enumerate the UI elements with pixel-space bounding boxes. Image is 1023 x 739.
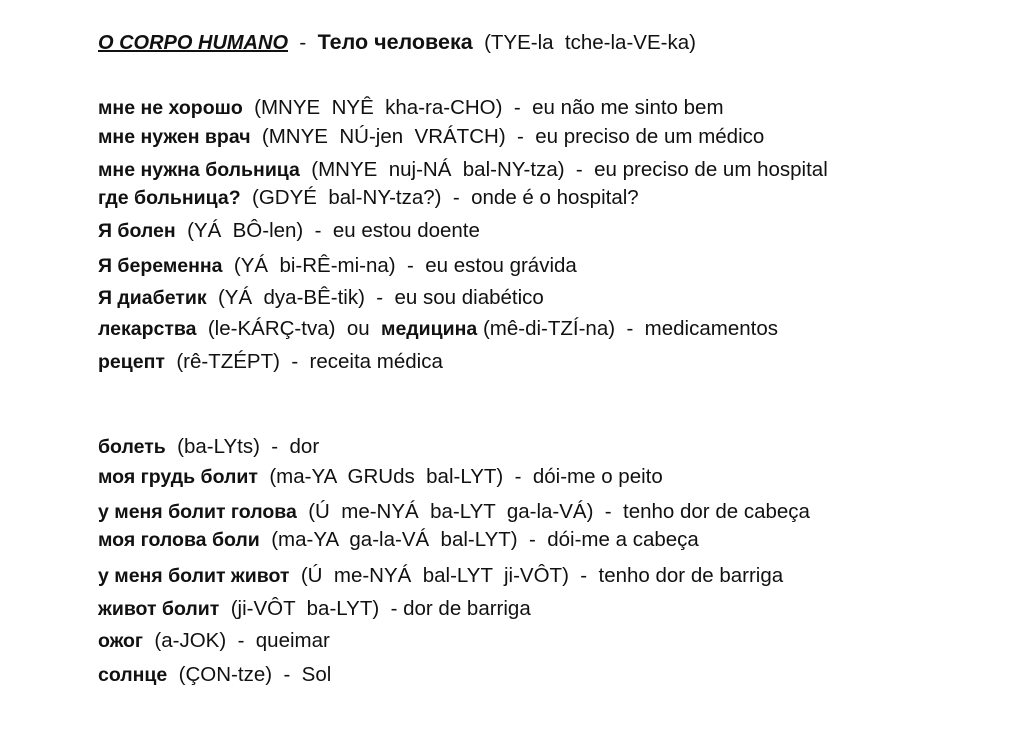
title-portuguese: O CORPO HUMANO (98, 32, 288, 54)
phrase-row (98, 158, 828, 182)
russian-phrase: у меня болит живот (98, 565, 290, 587)
phrase-row (98, 96, 724, 120)
phrase-translation: (Ú me-NYÁ ba-LYT ga-la-VÁ) - tenho dor de cabeça (296, 500, 810, 523)
russian-phrase: рецепт (98, 351, 165, 373)
phrase-row (98, 465, 663, 489)
phrase-row (98, 254, 577, 278)
russian-phrase: мне нужен врач (98, 126, 251, 148)
phrase-translation: (YÁ dya-BÊ-tik) - eu sou diabético (206, 286, 544, 309)
phrase-translation: (Ú me-NYÁ bal-LYT ji-VÔT) - tenho dor de barriga (289, 564, 784, 587)
document-title (98, 30, 696, 55)
phrase-row (98, 663, 331, 687)
russian-phrase: где больница? (98, 187, 241, 209)
phrase-row (98, 435, 319, 459)
phrase-row (98, 528, 699, 552)
phrase-translation: (YÁ BÔ-len) - eu estou doente (175, 219, 480, 242)
phrase-row (98, 317, 778, 341)
phrase-translation: (MNYE NÚ-jen VRÁTCH) - eu preciso de um médico (250, 125, 765, 148)
phrase-translation: (ma-YA ga-la-VÁ bal-LYT) - dói-me a cabeça (259, 528, 699, 551)
russian-phrase: ожог (98, 630, 144, 652)
phrase-row (98, 500, 810, 524)
phrase-row (98, 219, 480, 243)
phrase-translation: (ma-YA GRUds bal-LYT) - dói-me o peito (257, 465, 663, 488)
phrase-translation: (YÁ bi-RÊ-mi-na) - eu estou grávida (222, 254, 577, 277)
title-separator: - (288, 31, 318, 54)
russian-phrase: мне не хорошо (98, 97, 243, 119)
phrase-translation: (GDYÉ bal-NY-tza?) - onde é o hospital? (240, 186, 639, 209)
phrase-row (98, 125, 764, 149)
phrase-row (98, 350, 443, 374)
phrase-translation: (ji-VÔT ba-LYT) - dor de barriga (219, 597, 531, 620)
phrase-translation: (ÇON-tze) - Sol (167, 663, 332, 686)
russian-phrase: моя голова боли (98, 529, 260, 551)
russian-phrase: Я диабетик (98, 287, 207, 309)
title-pronunciation: (TYE-la tche-la-VE-ka) (472, 31, 696, 54)
phrase-translation: (a-JOK) - queimar (143, 629, 330, 652)
russian-phrase: солнце (98, 664, 168, 686)
phrase-row (98, 597, 531, 621)
title-russian: Тело человека (317, 30, 473, 54)
phrase-translation-alt: (mê-di-TZÍ-na) - medicamentos (477, 317, 778, 340)
phrase-translation: (MNYE nuj-NÁ bal-NY-tza) - eu preciso de um hospital (299, 158, 828, 181)
phrase-row (98, 286, 544, 310)
phrase-translation: (le-KÁRÇ-tva) ou (196, 317, 382, 340)
phrase-translation: (rê-TZÉPT) - receita médica (164, 350, 443, 373)
phrase-row (98, 186, 639, 210)
russian-phrase: мне нужна больница (98, 159, 300, 181)
russian-phrase: Я болен (98, 220, 176, 242)
phrase-row (98, 564, 783, 588)
russian-phrase: лекарства (98, 318, 197, 340)
phrase-row (98, 629, 330, 653)
russian-phrase: живот болит (98, 598, 220, 620)
russian-phrase-alt: медицина (381, 318, 478, 340)
russian-phrase: болеть (98, 436, 166, 458)
russian-phrase: моя грудь болит (98, 466, 258, 488)
phrase-translation: (ba-LYts) - dor (165, 435, 320, 458)
russian-phrase: Я беременна (98, 255, 223, 277)
phrase-translation: (MNYE NYÊ kha-ra-CHO) - eu não me sinto bem (242, 96, 724, 119)
russian-phrase: у меня болит голова (98, 501, 297, 523)
